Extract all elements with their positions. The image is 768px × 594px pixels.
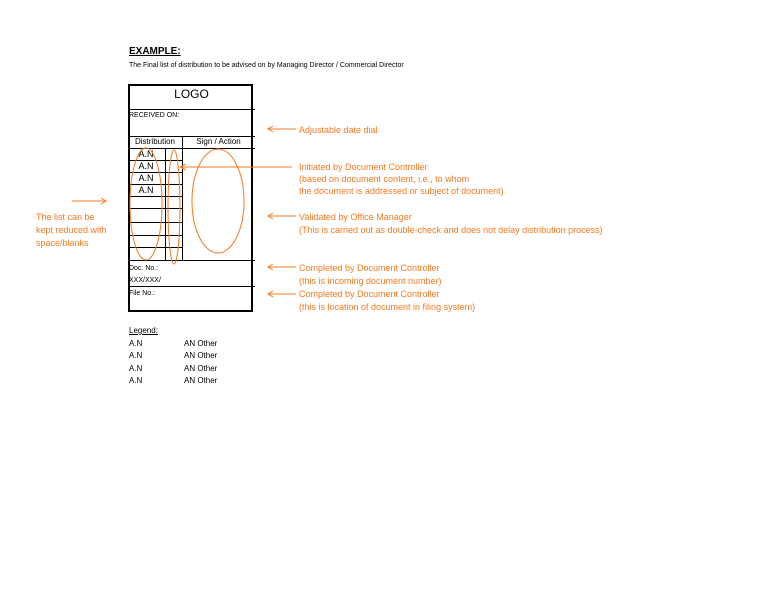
annotation-line: Validated by Office Manager bbox=[299, 212, 412, 222]
annotation-line: the document is addressed or subject of document) bbox=[299, 186, 504, 196]
sign-action-column-header: Sign / Action bbox=[196, 137, 241, 146]
doc-number-annotation bbox=[299, 262, 442, 288]
legend-meaning: AN Other bbox=[184, 351, 218, 360]
legend-title: Legend: bbox=[129, 326, 158, 335]
file-no-label: File No.: bbox=[129, 290, 156, 297]
initiated-annotation bbox=[299, 161, 504, 197]
annotation-line: (This is carried out as double-check and does not delay distribution process) bbox=[299, 225, 603, 235]
distribution-highlight-ellipse bbox=[130, 148, 162, 260]
sign-area-highlight-ellipse bbox=[192, 149, 244, 253]
logo-placeholder: LOGO bbox=[174, 87, 209, 101]
annotation-line: Completed by Document Controller bbox=[299, 289, 440, 299]
distribution-entry: A.N bbox=[138, 161, 154, 171]
check-column-highlight-ellipse bbox=[168, 150, 180, 264]
legend-abbreviation: A.N bbox=[129, 351, 143, 360]
distribution-column-header: Distribution bbox=[134, 137, 175, 146]
legend-abbreviation: A.N bbox=[129, 339, 143, 348]
example-heading: EXAMPLE: bbox=[129, 46, 181, 57]
annotation-line: space/blanks bbox=[36, 238, 89, 248]
doc-no-value: XXX/XXX/ bbox=[129, 277, 161, 284]
legend-abbreviation: A.N bbox=[129, 376, 143, 385]
annotation-line: The list can be bbox=[36, 212, 95, 222]
list-note-annotation bbox=[36, 211, 107, 250]
annotation-line: (based on document content, i.e., to whom bbox=[299, 174, 470, 184]
distribution-entry: A.N bbox=[138, 149, 154, 159]
annotation-line: (this is incoming document number) bbox=[299, 276, 442, 286]
validated-annotation bbox=[299, 211, 603, 237]
example-subheading: The Final list of distribution to be advised on by Managing Director / Commercial Director bbox=[129, 62, 404, 69]
annotation-line: (this is location of document in filing system) bbox=[299, 302, 476, 312]
legend-meaning: AN Other bbox=[184, 339, 218, 348]
received-on-label: RECEIVED ON: bbox=[129, 112, 180, 119]
doc-no-label: Doc. No.: bbox=[129, 265, 159, 272]
annotation-line: kept reduced with bbox=[36, 225, 107, 235]
distribution-entry: A.N bbox=[138, 173, 154, 183]
annotation-line: Initiated by Document Controller bbox=[299, 162, 428, 172]
legend-abbreviation: A.N bbox=[129, 364, 143, 373]
file-location-annotation bbox=[299, 288, 475, 314]
legend-meaning: AN Other bbox=[184, 364, 218, 373]
distribution-entry: A.N bbox=[138, 185, 154, 195]
legend-meaning: AN Other bbox=[184, 376, 218, 385]
annotation-line: Completed by Document Controller bbox=[299, 263, 440, 273]
date-dial-annotation: Adjustable date dial bbox=[299, 125, 378, 135]
